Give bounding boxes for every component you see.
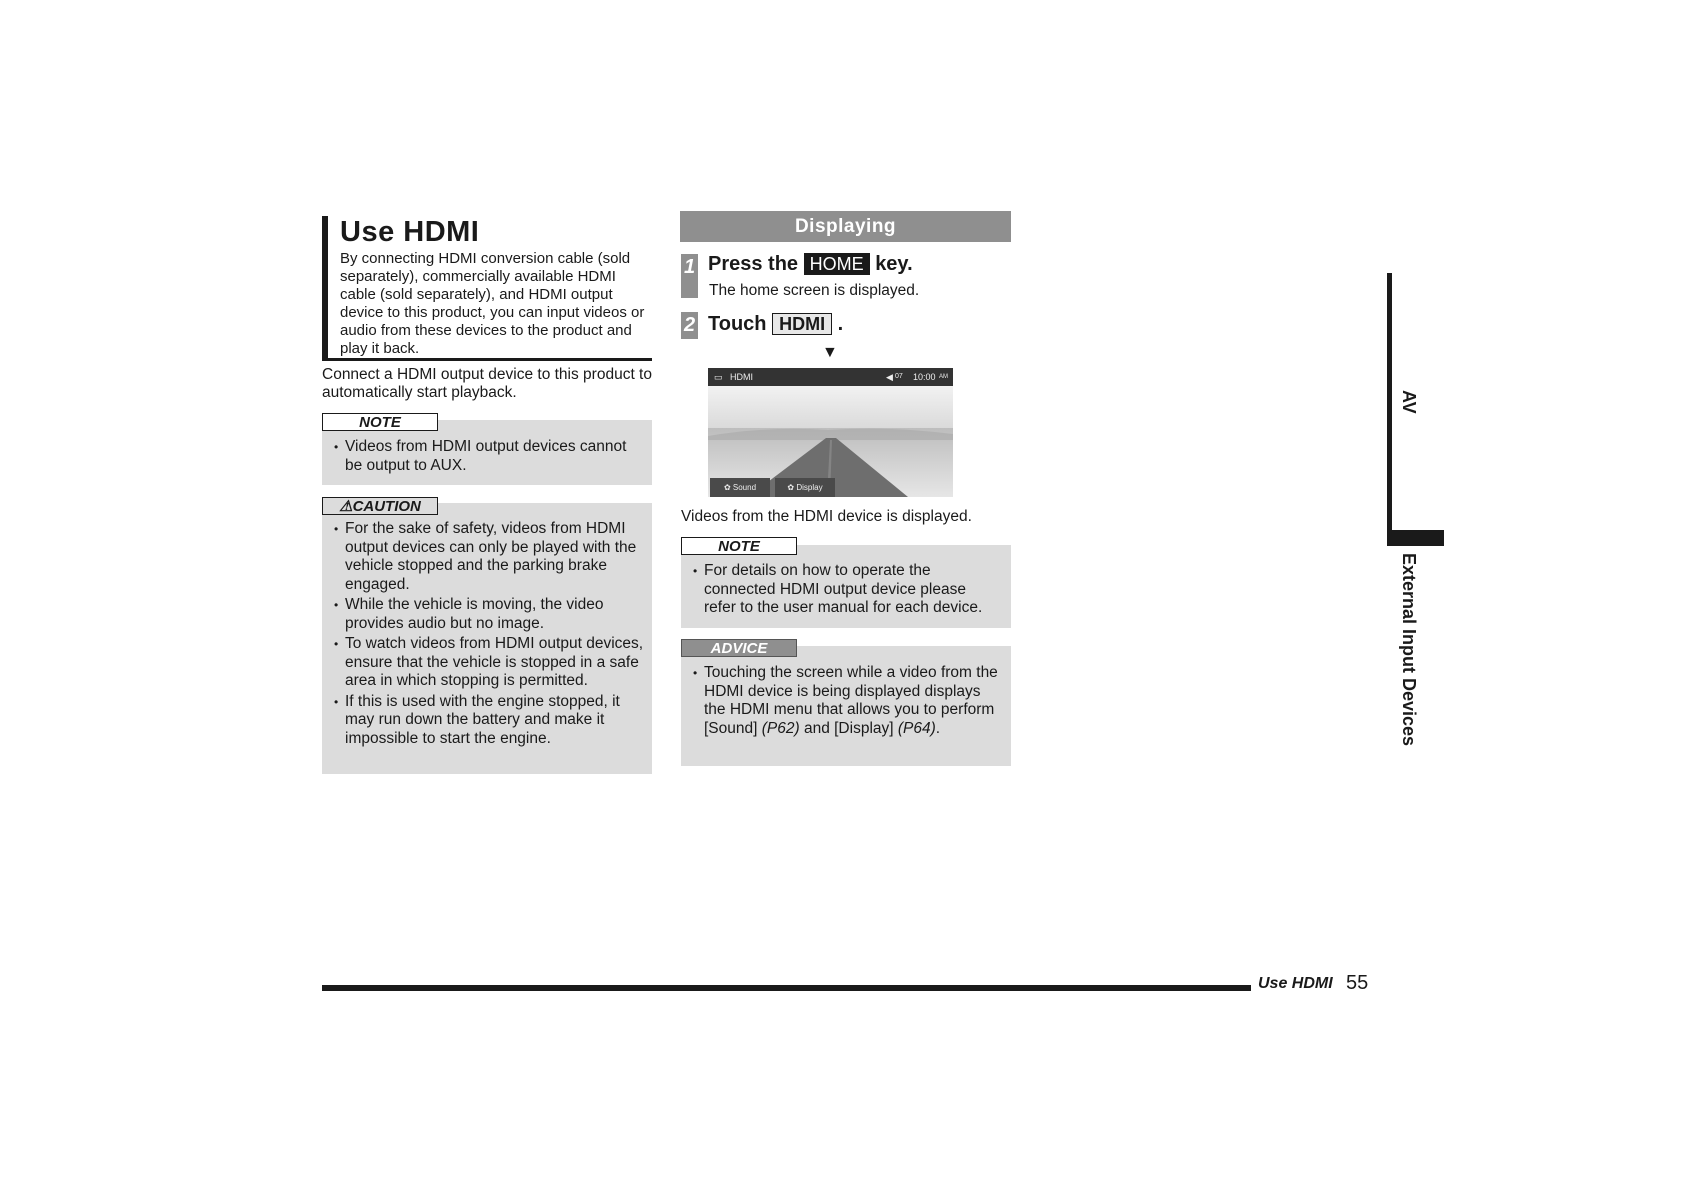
note-label: NOTE (681, 537, 797, 555)
step-number-2: 2 (681, 312, 698, 339)
step-number-1: 1 (681, 254, 698, 298)
screen-ampm: AM (939, 374, 948, 380)
footer-rule (322, 985, 1251, 991)
caution-item: • If this is used with the engine stopped, it may run down the battery and make it impossible to start the engine. (333, 693, 644, 749)
intro-text: By connecting HDMI conversion cable (sold separately), commercially available HDMI cable (sold separately), and HDMI output device to this product, you can input videos or audio from these devices to the product and play it back. (340, 250, 645, 357)
screen-source-label: HDMI (730, 372, 753, 382)
connect-text: Connect a HDMI output device to this product to automatically start playback. (322, 366, 652, 401)
page-title: Use HDMI (340, 216, 480, 248)
sound-button-label: Sound (732, 483, 757, 492)
caution-item: • To watch videos from HDMI output devices, ensure that the vehicle is stopped in a safe area in which stopping is permitted. (333, 635, 644, 691)
note-box (681, 545, 1011, 628)
volume-icon: ◀ (886, 372, 893, 382)
step-2-pre: Touch (708, 313, 767, 335)
advice-text-main: Touching the screen while a video from the HDMI device is being displayed displays the HDMI menu that allows you to perform [Sound] (704, 664, 998, 737)
step-2-instruction (708, 313, 843, 336)
displaying-header: Displaying (680, 211, 1011, 242)
caution-label (322, 497, 438, 515)
warning-triangle-icon: ⚠ (339, 498, 353, 515)
side-tab-marker (1387, 530, 1444, 546)
advice-box (681, 646, 1011, 766)
step-2-post: . (837, 313, 844, 335)
note-item: • Videos from HDMI output devices cannot be output to AUX. (333, 438, 642, 475)
advice-item (692, 664, 1001, 738)
note-label: NOTE (322, 413, 438, 431)
advice-text-end: . (935, 719, 941, 737)
screen-status-bar (708, 368, 953, 386)
hdmi-screen-illustration (708, 368, 953, 497)
advice-label: ADVICE (681, 639, 797, 657)
caution-label-text: CAUTION (352, 498, 421, 515)
caution-box (322, 503, 652, 774)
step-1-pre: Press the (708, 253, 799, 275)
note-item: • For details on how to operate the connected HDMI output device please refer to the user manual for each device. (692, 562, 1001, 618)
page-ref-p62: (P62) (761, 719, 800, 737)
side-tab-line (1387, 273, 1392, 543)
side-tab-chapter: External Input Devices (1399, 553, 1419, 747)
display-button[interactable] (775, 478, 835, 497)
hdmi-key-label: HDMI (772, 313, 832, 335)
arrow-down-icon: ▼ (822, 344, 838, 361)
screen-time: 10:00 (913, 372, 936, 382)
page-ref-p64: (P64) (897, 719, 936, 737)
sound-button[interactable] (710, 478, 770, 497)
footer-section-title: Use HDMI (1258, 975, 1333, 992)
side-tab-category: AV (1399, 390, 1419, 414)
gear-icon: ✿ (787, 483, 795, 492)
caution-item: • While the vehicle is moving, the video provides audio but no image. (333, 596, 644, 633)
step-1-instruction (708, 253, 913, 276)
page-number: 55 (1346, 972, 1369, 994)
gear-icon: ✿ (723, 483, 731, 492)
screen-volume: 07 (895, 373, 903, 380)
title-block (322, 216, 652, 361)
caution-item: • For the sake of safety, videos from HDMI output devices can only be played with the vehicle stopped and the parking brake engaged. (333, 520, 644, 594)
hdmi-source-icon: ▭ (714, 372, 723, 382)
videos-displayed-text: Videos from the HDMI device is displayed. (681, 508, 972, 525)
step-1-result: The home screen is displayed. (709, 282, 920, 299)
display-button-label: Display (796, 483, 823, 492)
home-key-label: HOME (804, 253, 870, 275)
advice-text-mid: and [Display] (799, 719, 898, 737)
step-1-post: key. (875, 253, 913, 275)
